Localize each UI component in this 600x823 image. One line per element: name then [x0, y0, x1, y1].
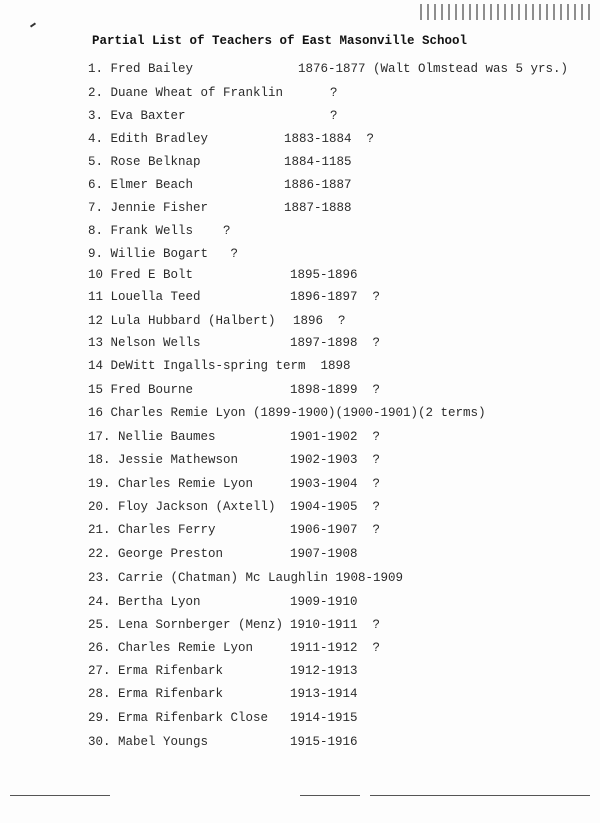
scan-edge-artifact — [420, 4, 590, 20]
teacher-name: 19. Charles Remie Lyon — [88, 477, 254, 491]
teacher-years: 1912-1913 — [290, 664, 358, 678]
teacher-years: 1897-1898 ? — [290, 336, 381, 350]
teacher-name: 15 Fred Bourne — [88, 383, 194, 397]
teacher-years: 1907-1908 — [290, 547, 358, 561]
teacher-name: 18. Jessie Mathewson — [88, 453, 239, 467]
teacher-name: 23. Carrie (Chatman) Mc Laughlin 1908-1909 — [88, 571, 404, 585]
teacher-name: 17. Nellie Baumes — [88, 430, 216, 444]
teacher-name: 22. George Preston — [88, 547, 224, 561]
teacher-years: 1886-1887 — [284, 178, 352, 192]
teacher-name: 12 Lula Hubbard (Halbert) — [88, 314, 276, 328]
scan-mark — [30, 22, 36, 27]
scan-rule — [10, 795, 110, 796]
teacher-years: 1909-1910 — [290, 595, 358, 609]
teacher-name: 27. Erma Rifenbark — [88, 664, 224, 678]
teacher-name: 26. Charles Remie Lyon — [88, 641, 254, 655]
teacher-years: 1884-1185 — [284, 155, 352, 169]
teacher-name: 4. Edith Bradley — [88, 132, 209, 146]
teacher-name: 29. Erma Rifenbark Close — [88, 711, 269, 725]
teacher-years: 1911-1912 ? — [290, 641, 381, 655]
teacher-years: 1902-1903 ? — [290, 453, 381, 467]
teacher-years: 1904-1905 ? — [290, 500, 381, 514]
teacher-name: 25. Lena Sornberger (Menz) — [88, 618, 284, 632]
teacher-name: 5. Rose Belknap — [88, 155, 201, 169]
teacher-years: 1883-1884 ? — [284, 132, 375, 146]
teacher-years: 1896 ? — [293, 314, 346, 328]
teacher-years: 1887-1888 — [284, 201, 352, 215]
teacher-name: 20. Floy Jackson (Axtell) — [88, 500, 276, 514]
teacher-years: 1913-1914 — [290, 687, 358, 701]
teacher-name: 14 DeWitt Ingalls-spring term 1898 — [88, 359, 351, 373]
teacher-years: 1876-1877 (Walt Olmstead was 5 yrs.) — [298, 62, 569, 76]
teacher-name: 28. Erma Rifenbark — [88, 687, 224, 701]
teacher-years: 1915-1916 — [290, 735, 358, 749]
teacher-years: 1914-1915 — [290, 711, 358, 725]
teacher-name: 3. Eva Baxter — [88, 109, 186, 123]
teacher-name: 10 Fred E Bolt — [88, 268, 194, 282]
teacher-name: 9. Willie Bogart ? — [88, 247, 239, 261]
teacher-name: 24. Bertha Lyon — [88, 595, 201, 609]
teacher-name: 6. Elmer Beach — [88, 178, 194, 192]
teacher-name: 8. Frank Wells ? — [88, 224, 231, 238]
document-title: Partial List of Teachers of East Masonville School — [92, 34, 468, 48]
teacher-name: 13 Nelson Wells — [88, 336, 201, 350]
teacher-years: 1898-1899 ? — [290, 383, 381, 397]
teacher-years: 1903-1904 ? — [290, 477, 381, 491]
teacher-name: 1. Fred Bailey — [88, 62, 194, 76]
teacher-name: 2. Duane Wheat of Franklin — [88, 86, 284, 100]
teacher-years: 1906-1907 ? — [290, 523, 381, 537]
teacher-years: 1895-1896 — [290, 268, 358, 282]
teacher-name: 21. Charles Ferry — [88, 523, 216, 537]
teacher-years: 1896-1897 ? — [290, 290, 381, 304]
teacher-name: 30. Mabel Youngs — [88, 735, 209, 749]
teacher-years: ? — [330, 109, 338, 123]
teacher-years: ? — [330, 86, 338, 100]
teacher-years: 1901-1902 ? — [290, 430, 381, 444]
scan-rule — [370, 795, 590, 796]
teacher-years: 1910-1911 ? — [290, 618, 381, 632]
scan-rule — [300, 795, 360, 796]
teacher-name: 7. Jennie Fisher — [88, 201, 209, 215]
teacher-name: 11 Louella Teed — [88, 290, 201, 304]
teacher-name: 16 Charles Remie Lyon (1899-1900)(1900-1901)(2 terms) — [88, 406, 486, 420]
